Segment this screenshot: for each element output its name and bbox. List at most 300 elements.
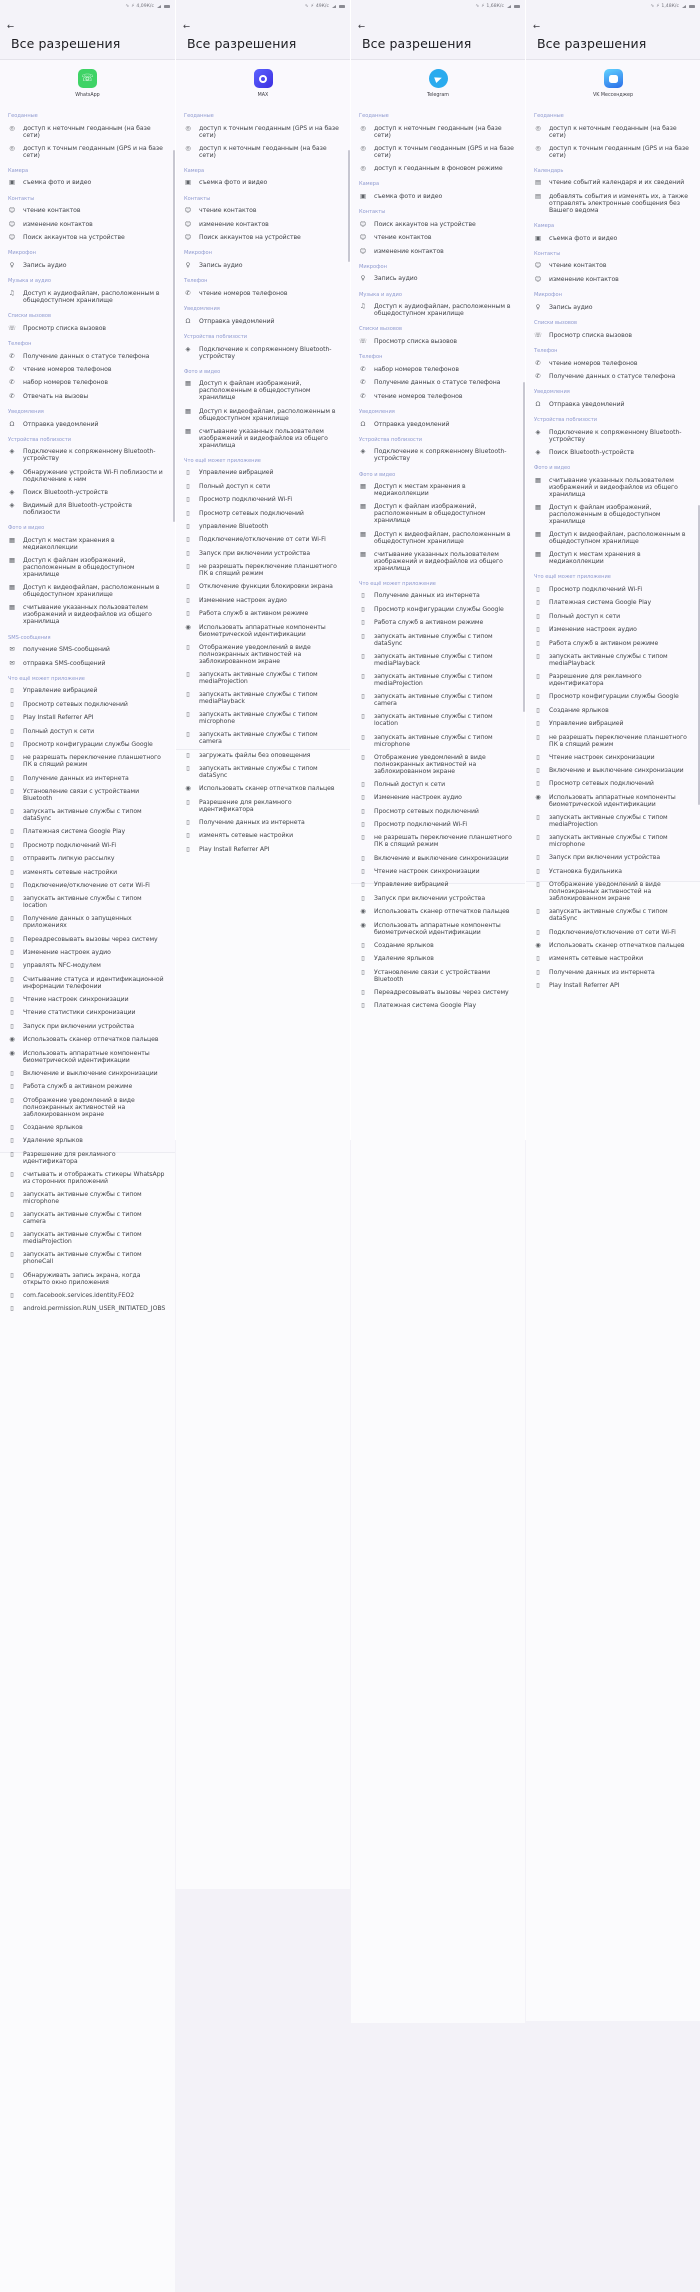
permission-item [351,548,525,575]
app-icon: ▯ [536,651,540,660]
permission-label: запускать активные службы с типом mediaProjection [199,670,318,685]
permission-item [351,244,525,257]
app-icon: ▯ [361,671,365,680]
permission-item [351,690,525,710]
permission-item [526,528,700,548]
section-header: SMS-сообщения [8,634,51,641]
back-button[interactable]: ← [183,22,191,32]
permission-label: Использовать аппаратные компоненты биометрической идентификации [23,1049,150,1064]
nearby-icon: ◈ [9,447,15,456]
section-header: Контакты [8,195,35,202]
permission-item [351,390,525,403]
page-title: Все разрешения [362,36,472,51]
network-speed: 49К/с [315,4,329,9]
permission-label: Разрешение для рекламного идентификатора [23,1150,116,1165]
page-title: Все разрешения [11,36,121,51]
permission-label: Просмотр подключений Wi-Fi [23,841,116,849]
app-icon: ▯ [361,867,365,876]
permission-item [0,1121,175,1134]
permission-item [176,204,350,217]
network-speed: 1,68К/с [486,4,504,9]
back-button[interactable]: ← [533,22,541,32]
phone-icon: ✆ [185,288,191,297]
status-bar [526,0,700,11]
permission-item [0,601,175,628]
permission-label: изменение контактов [374,247,444,255]
permission-item [351,710,525,730]
permission-label: Включение и выключение синхронизации [549,767,684,775]
permission-label: Запуск при включении устройства [23,1022,135,1030]
network-speed: 4,09К/с [136,4,154,9]
permission-item [0,554,175,581]
location-icon: ◎ [535,143,541,152]
permission-label: Просмотр сетевых подключений [549,780,654,788]
microphone-icon: ♀ [185,261,191,270]
charging-icon: ⚡ [656,3,660,9]
permission-item [351,818,525,831]
permission-label: Запись аудио [199,262,243,270]
contacts-icon: ☺ [8,219,16,228]
permission-item [526,610,700,623]
permission-item [351,417,525,430]
permission-label: Подключение/отключение от сети Wi-Fi [199,536,326,544]
signal-icon [332,5,336,8]
permission-item [0,349,175,362]
section-header: Музыка и аудио [8,278,51,285]
photos-icon: ▦ [184,426,192,435]
app-icon: ▯ [10,961,14,970]
section-header: Геоданные [534,113,564,119]
app-icon: ▯ [536,907,540,916]
permission-item [0,825,175,838]
permission-item [351,865,525,878]
permission-item [0,865,175,878]
permission-label: Установка будильника [549,867,622,875]
permission-item [526,356,700,369]
permission-label: доступ к точным геоданным (GPS и на базе сети) [23,144,163,159]
permission-label: запускать активные службы с типом dataSync [374,632,493,647]
permission-item [351,363,525,376]
section-header: Камера [184,167,205,174]
permission-item [351,480,525,500]
section-header: Уведомления [8,408,44,415]
app-icon: ▯ [10,686,14,695]
permission-item [0,751,175,771]
permission-item [0,390,175,403]
permission-label: Изменение настроек аудио [199,596,287,604]
phone-icon: ✆ [9,351,15,360]
permission-label: Работа служб в активном режиме [23,1083,133,1091]
permission-label: Подключение к сопряженному Bluetooth-устройству [374,448,507,463]
permission-label: Просмотр списка вызовов [374,338,457,345]
app-icon: ▯ [186,831,190,840]
permission-item [0,839,175,852]
permission-label: Управление вибрацией [374,881,449,889]
app-icon: ▯ [536,853,540,862]
permission-label: Отображение уведомлений в виде полноэкранных активностей на заблокированном экране [549,881,661,903]
permission-item [351,142,525,162]
permission-item [176,641,350,668]
app-icon: ▯ [10,1304,14,1313]
app-icon: ▯ [10,1250,14,1259]
permissions-screen-whatsapp [0,0,175,1313]
app-icon: ▯ [10,827,14,836]
app-icon: ▯ [536,611,540,620]
section-header: Камера [534,222,555,229]
app-icon: ▯ [10,1270,14,1279]
page-title: Все разрешения [537,36,647,51]
permission-item [0,231,175,244]
permission-item [526,190,700,217]
permission-item [351,791,525,804]
app-icon: ▯ [361,604,365,613]
permission-item [176,377,350,404]
app-icon: ▯ [536,954,540,963]
permission-label: запускать активные службы с типом mediaProjection [23,1231,142,1246]
app-icon: ▯ [10,1122,14,1131]
permission-item [351,272,525,285]
permission-label: Доступ к местам хранения в медиаколлекции [549,551,641,566]
contacts-icon: ☺ [534,274,542,283]
photos-icon: ▦ [534,502,542,511]
section-header: Микрофон [534,292,562,299]
permission-item [0,1080,175,1093]
empty-area [351,880,525,2023]
permissions-card [176,59,350,853]
whatsapp-icon: ☏ [78,69,97,88]
permission-item [351,122,525,142]
section-header: Телефон [184,278,208,285]
permission-label: Создание ярлыков [549,706,609,714]
permission-label: запускать активные службы с типом mediaPlayback [199,691,318,706]
section-header: Календарь [534,167,564,174]
calendar-icon: ▤ [534,178,542,187]
app-icon: ▯ [536,719,540,728]
calendar-icon: ▤ [534,191,542,200]
permission-label: Отправка уведомлений [199,317,275,325]
app-icon: ▯ [10,753,14,762]
permission-label: Просмотр сетевых подключений [23,700,128,708]
app-icon: ▯ [10,699,14,708]
permission-item [176,620,350,640]
permission-label: не разрешать переключение планшетного ПК в спящий режим [23,754,161,769]
app-icon: ▯ [10,948,14,957]
app-icon: ▯ [10,1210,14,1219]
permission-label: Доступ к аудиофайлам, расположенным в общедоступном хранилище [23,289,160,304]
permission-label: Доступ к видеофайлам, расположенным в общедоступном хранилище [199,407,336,422]
sections [176,113,350,856]
permission-label: запускать активные службы с типом location [23,895,142,910]
permission-item [0,852,175,865]
permission-item [0,499,175,519]
permission-label: запускать активные службы с типом mediaProjection [549,814,668,829]
back-button[interactable]: ← [7,22,15,32]
photos-icon: ▦ [534,530,542,539]
permission-label: чтение контактов [374,234,432,242]
permission-label: Платежная система Google Play [549,599,652,607]
app-icon: ▯ [536,692,540,701]
section-header: Микрофон [184,250,212,257]
permission-label: Видимый для Bluetooth-устройств поблизости [23,502,132,517]
permission-label: Получение данных о статусе телефона [374,379,501,387]
phone-icon: ✆ [9,378,15,387]
app-name: WhatsApp [75,93,100,98]
app-icon: ▯ [10,713,14,722]
section-header: Что ещё может приложение [184,457,261,464]
fingerprint-icon: ◉ [9,1035,15,1044]
permission-item [526,122,700,142]
permission-label: Разрешение для рекламного идентификатора [549,673,642,688]
call-log-icon: ☏ [359,337,367,345]
app-icon: ▯ [186,844,190,853]
permission-label: не разрешать переключение планшетного ПК в спящий режим [374,834,512,849]
permission-item [0,738,175,751]
permission-item [176,493,350,506]
location-icon: ◎ [185,143,191,152]
permission-label: Доступ к видеофайлам, расположенным в общедоступном хранилище [374,530,511,545]
app-icon: ▯ [186,764,190,773]
contacts-icon: ☺ [8,206,16,215]
permission-item [351,300,525,320]
permission-label: доступ к неточным геоданным (на базе сети) [374,124,502,139]
bell-icon: Ω [360,419,366,428]
permission-item [0,785,175,805]
permission-label: Переадресовывать вызовы через систему [23,935,158,943]
permission-label: Play Install Referrer API [23,714,94,722]
battery-icon [164,5,170,8]
section-header: Что ещё может приложение [8,675,85,682]
contacts-icon: ☺ [359,246,367,255]
app-icon: ▯ [536,813,540,822]
app-icon: ▯ [186,508,190,517]
app-icon: ▯ [10,1189,14,1198]
permission-item [0,1033,175,1046]
camera-icon: ▣ [534,233,542,242]
permission-label: отправить липкую рассылку [23,855,115,863]
section-header: Фото и видео [184,368,221,375]
permission-item [0,445,175,465]
permission-item [351,376,525,389]
permission-label: Подключение/отключение от сети Wi-Fi [23,881,150,889]
permission-label: Доступ к аудиофайлам, расположенным в общедоступном хранилище [374,303,511,318]
permission-item [351,190,525,203]
permission-label: Работа служб в активном режиме [549,639,659,647]
section-header: Фото и видео [534,465,571,472]
permission-label: изменение контактов [199,220,269,228]
permission-label: считывание указанных пользователем изображений и видеофайлов из общего хранилища [23,604,152,626]
permission-label: изменение контактов [23,220,93,228]
permission-label: Отвечать на вызовы [23,392,89,400]
permission-label: Запуск при включении устройства [374,894,486,902]
permission-item [0,1134,175,1147]
app-icon: ▯ [361,793,365,802]
permission-label: android.permission.RUN_USER_INITIATED_JOBS [23,1305,166,1313]
empty-area [526,881,700,2021]
permission-item [176,404,350,424]
app-icon: ▯ [536,638,540,647]
permission-item [351,162,525,175]
app-icon: ▯ [536,625,540,634]
permission-label: доступ к точным геоданным (GPS и на базе сети) [374,144,514,159]
permission-item [0,1006,175,1019]
permission-item [526,329,700,342]
app-icon: ▯ [10,1169,14,1178]
permission-label: Платежная система Google Play [23,828,126,836]
permission-label: Отображение уведомлений в виде полноэкранных активностей на заблокированном экране [374,753,486,775]
permission-item [176,533,350,546]
permission-item [176,343,350,363]
permission-item [526,446,700,459]
location-icon: ◎ [185,123,191,132]
permission-item [176,507,350,520]
section-header: Телефон [534,347,558,354]
microphone-icon: ♀ [535,302,541,311]
app-icon: ▯ [361,752,365,761]
app-icon: ▯ [536,672,540,681]
permission-label: Поиск аккаунтов на устройстве [199,234,301,242]
app-icon: ▯ [10,1082,14,1091]
permission-label: Включение и выключение синхронизации [374,854,509,862]
status-bar [0,0,175,11]
app-icon: ▯ [186,797,190,806]
permission-label: управлять NFC-модулем [23,962,101,970]
permission-label: Подключение к сопряженному Bluetooth-устройству [549,428,682,443]
permission-label: Просмотр списка вызовов [549,331,632,339]
permission-label: считывание указанных пользователем изображений и видеофайлов из общего хранилища [549,476,678,498]
permission-item [526,596,700,609]
sms-icon: ✉ [9,645,15,654]
app-icon: ▯ [536,598,540,607]
permission-item [526,811,700,831]
permission-label: управление Bluetooth [199,523,269,531]
permission-label: чтение номеров телефонов [23,365,112,373]
back-button[interactable]: ← [358,22,366,32]
section-header: Устройства поблизости [184,334,248,341]
permission-label: Доступ к файлам изображений, расположенным в общедоступном хранилище [23,557,135,579]
permission-item [0,805,175,825]
permission-item [0,218,175,231]
permission-label: Просмотр списка вызовов [23,324,106,332]
app-icon: ▯ [10,894,14,903]
section-header: Списки вызовов [8,313,51,320]
permission-label: Доступ к местам хранения в медиаколлекции [374,483,466,498]
music-icon: ♫ [360,302,366,311]
permission-item [176,560,350,580]
app-icon: ▯ [186,710,190,719]
app-icon: ▯ [186,481,190,490]
permission-item [526,370,700,383]
permission-item [526,398,700,411]
permission-item [0,771,175,784]
permission-item [0,259,175,272]
permission-label: съемка фото и видео [199,179,268,187]
permission-label: Считывание статуса и идентификационной информации телефонии [23,975,164,990]
section-header: Геоданные [359,113,389,119]
app-icon: ▯ [361,806,365,815]
permission-item [176,142,350,162]
section-header: Устройства поблизости [534,417,598,424]
app-icon: ▯ [186,495,190,504]
location-icon: ◎ [360,163,366,172]
permissions-card [351,59,525,1010]
phone-icon: ✆ [360,378,366,387]
permission-label: Использовать сканер отпечатков пальцев [374,908,510,916]
location-icon: ◎ [360,143,366,152]
app-icon: ▯ [10,974,14,983]
call-log-icon: ☏ [534,330,542,339]
permission-label: Использовать аппаратные компоненты биометрической идентификации [549,793,676,808]
fingerprint-icon: ◉ [185,784,191,793]
app-icon: ▯ [186,669,190,678]
permission-label: запускать активные службы с типом mediaProjection [374,672,493,687]
permission-label: Получение данных из интернета [549,968,655,976]
permission-label: Получение данных о статусе телефона [549,372,676,380]
app-icon: ▯ [361,987,365,996]
permission-label: чтение номеров телефонов [199,289,288,297]
location-icon: ◎ [9,123,15,132]
app-icon: ▯ [10,1095,14,1104]
app-icon: ▯ [10,1149,14,1158]
permission-label: доступ к неточным геоданным (на базе сети) [199,144,327,159]
permission-label: Полный доступ к сети [549,612,621,620]
app-icon: ▯ [361,631,365,640]
permissions-screen-max [175,0,350,1140]
permission-label: Подключение/отключение от сети Wi-Fi [549,928,676,936]
permission-item [526,690,700,703]
permission-item [0,993,175,1006]
permission-label: запускать активные службы с типом phoneCall [23,1251,142,1266]
permission-label: Отправка уведомлений [23,420,99,428]
permission-label: чтение номеров телефонов [374,392,463,400]
telegram-icon [429,69,448,88]
permission-label: запускать активные службы с типом dataSync [549,908,668,923]
permission-item [176,728,350,748]
permission-item [351,670,525,690]
vibrate-icon: ∿ [304,3,309,9]
location-icon: ◎ [360,123,366,132]
permission-label: Удаление ярлыков [374,955,434,963]
permission-item [526,474,700,501]
vibrate-icon: ∿ [650,3,655,9]
permission-label: Поиск аккаунтов на устройстве [23,234,125,242]
fingerprint-icon: ◉ [535,792,541,801]
permission-label: чтение контактов [23,207,81,215]
app-icon: ▯ [186,582,190,591]
app-icon: ▯ [10,773,14,782]
section-header: Уведомления [184,306,220,313]
permission-label: считывание указанных пользователем изображений и видеофайлов из общего хранилища [374,550,503,572]
app-icon: ▯ [186,690,190,699]
scrollbar[interactable] [698,505,700,805]
photos-icon: ▦ [8,603,16,612]
section-header: Музыка и аудио [359,291,402,298]
permission-item [176,315,350,328]
permission-item [0,725,175,738]
app-icon: ▯ [361,880,365,889]
permission-label: отправка SMS-сообщений [23,659,106,667]
permission-label: Получение данных из интернета [199,818,305,826]
section-header: Фото и видео [8,525,45,532]
fingerprint-icon: ◉ [535,940,541,949]
app-icon: ▯ [536,705,540,714]
permission-item [176,480,350,493]
permission-item [351,616,525,629]
permission-item [0,973,175,993]
app-icon: ▯ [186,522,190,531]
signal-icon [682,5,686,8]
app-icon: ▯ [361,712,365,721]
fingerprint-icon: ◉ [360,920,366,929]
